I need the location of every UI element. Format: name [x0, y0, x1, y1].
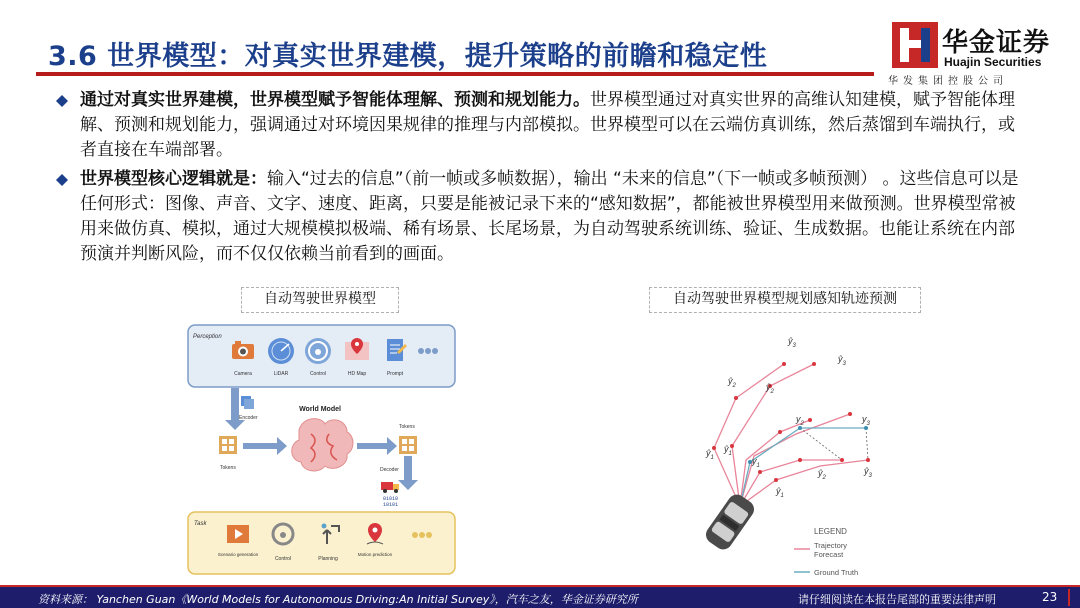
encoder-label: Encoder: [239, 415, 258, 421]
perception-item: Prompt: [386, 371, 404, 377]
point-label: $ŷ_3$: [838, 354, 846, 367]
tokens-icon: [399, 436, 417, 454]
point-label: $ŷ_3$: [788, 336, 796, 349]
trajectory-diagram: [680, 322, 900, 584]
trajectory-point: [758, 470, 762, 474]
perception-item: Camera: [234, 371, 252, 377]
point-label: $ŷ_1$: [776, 486, 784, 499]
perception-item: HD Map: [347, 371, 367, 377]
huajin-logo-mark: [892, 22, 938, 68]
task-item: Control: [274, 556, 292, 562]
figure-caption-right: 自动驾驶世界模型规划感知轨迹预测: [649, 287, 921, 313]
trajectory-point: [812, 362, 816, 366]
more-dots-icon: [418, 348, 438, 354]
trajectory-point: [782, 362, 786, 366]
footer-source: 资料来源： Yanchen Guan《World Models for Autonomous Driving:An Initial Survey》，汽车之友，华金证券研究所: [38, 593, 638, 606]
trajectory-point: [734, 396, 738, 400]
diamond-bullet-icon: [56, 95, 68, 107]
world-model-label: World Model: [299, 406, 341, 413]
perception-item: LiDAR: [273, 371, 289, 377]
trajectory-point: [808, 418, 812, 422]
trajectory-point: [866, 458, 870, 462]
logo-name-cn: 华金证券: [942, 28, 1051, 58]
flow-arrow: [404, 456, 412, 480]
page-number: 23: [1042, 590, 1058, 604]
car-icon: [702, 491, 757, 553]
binary-text: 10101: [383, 502, 399, 508]
logo-name-en: Huajin Securities: [944, 55, 1042, 69]
point-label: $ŷ_2$: [766, 382, 774, 395]
tokens-icon: [219, 436, 237, 454]
trajectory-point: [798, 458, 802, 462]
point-label: $ŷ_2$: [728, 376, 736, 389]
bullet-lead: 世界模型核心逻辑就是：: [80, 169, 267, 189]
legend-forecast-label: Trajectory Forecast: [814, 541, 848, 559]
flow-arrow-head: [387, 437, 397, 455]
perception-label: Perception: [193, 334, 222, 340]
task-item: Motion prediction: [357, 552, 393, 557]
task-item: Scenario generation: [217, 552, 259, 557]
dashed-link: [866, 428, 868, 460]
page-title: 3.6 世界模型：对真实世界建模，提升策略的前瞻和稳定性: [48, 41, 768, 72]
trajectory-point: [840, 458, 844, 462]
footer-accent: [1068, 589, 1070, 606]
bullet-text: 世界模型通过对真实世界的高维认知建模，赋予智能体理解、预测和规划能力，强调通过对环境因果规律的推理与内部模拟。世界模型可以在云端仿真训练，然后蒸馏到车端执行，或者直接在车端部署。: [80, 90, 1015, 160]
task-item: Planning: [318, 556, 338, 562]
encoder-icon: [241, 396, 254, 409]
flow-arrow-head: [225, 420, 245, 430]
point-label: $ŷ_1$: [706, 448, 714, 461]
steering-wheel-icon: [305, 338, 331, 364]
trajectory-point: [778, 430, 782, 434]
bullet-text: 输入“过去的信息”（前一帧或多帧数据），输出 “未来的信息”（下一帧或多帧预测） 。这些信息可以是任何形式：图像、声音、文字、速度、距离，只要是能被记录下来的“感知数据”，都能被世界模型用来做预测。世界模型常被用来做仿真、模拟，通过大规模模拟极端、稀有场景、长尾场景，为自动驾驶系统训练、验证、生成数据。也能让系统在内部预演并判断风险，而不仅仅依赖当前看到的画面。: [80, 169, 1019, 264]
legend-title: LEGEND: [814, 527, 847, 536]
point-label: $y_3$: [862, 414, 870, 427]
brain-icon: [292, 419, 353, 471]
perception-item: Control: [309, 371, 327, 377]
flow-arrow: [357, 443, 387, 449]
task-label: Task: [194, 521, 207, 527]
bullet-lead: 通过对真实世界建模，世界模型赋予智能体理解、预测和规划能力。: [80, 90, 590, 110]
point-label: $ŷ_3$: [864, 466, 872, 479]
diamond-bullet-icon: [56, 174, 68, 186]
footer-disclaimer: 请仔细阅读在本报告尾部的重要法律声明: [798, 593, 996, 606]
point-label: $ŷ_1$: [724, 444, 732, 457]
flow-arrow-head: [277, 437, 287, 455]
tokens-label: Tokens: [399, 424, 415, 430]
footer-bar: [0, 585, 1080, 608]
logo-subtitle: 华发集团控股公司: [888, 76, 1008, 87]
company-logo: [888, 18, 1068, 88]
trajectory-forecast-line: [714, 364, 784, 506]
trajectory-point: [730, 444, 734, 448]
bullet-list: [55, 88, 1025, 271]
lidar-icon: [268, 338, 294, 364]
flow-arrow: [231, 388, 239, 420]
more-dots-icon: [412, 532, 432, 538]
point-label: $ŷ_2$: [818, 468, 826, 481]
trajectory-point: [848, 412, 852, 416]
flow-arrow: [243, 443, 277, 449]
point-label: $y_1$: [752, 456, 760, 469]
trajectory-point: [712, 446, 716, 450]
video-icon: [227, 525, 249, 543]
trajectory-point: [774, 478, 778, 482]
bullet-item: [55, 167, 1025, 267]
point-label: $y_2$: [796, 414, 804, 427]
trajectory-forecast-line: [740, 460, 842, 506]
dashed-link: [800, 428, 842, 460]
decoder-label: Decoder: [380, 467, 399, 473]
title-underline: [36, 72, 874, 76]
world-model-diagram: [187, 322, 457, 580]
binary-text: 01010: [383, 496, 399, 502]
truck-icon: [381, 482, 399, 493]
figure-caption-left: 自动驾驶世界模型: [241, 287, 399, 313]
tokens-label: Tokens: [220, 465, 236, 471]
legend-ground-truth-label: Ground Truth: [814, 568, 859, 577]
bullet-item: [55, 88, 1025, 163]
flow-arrow-head: [398, 480, 418, 490]
